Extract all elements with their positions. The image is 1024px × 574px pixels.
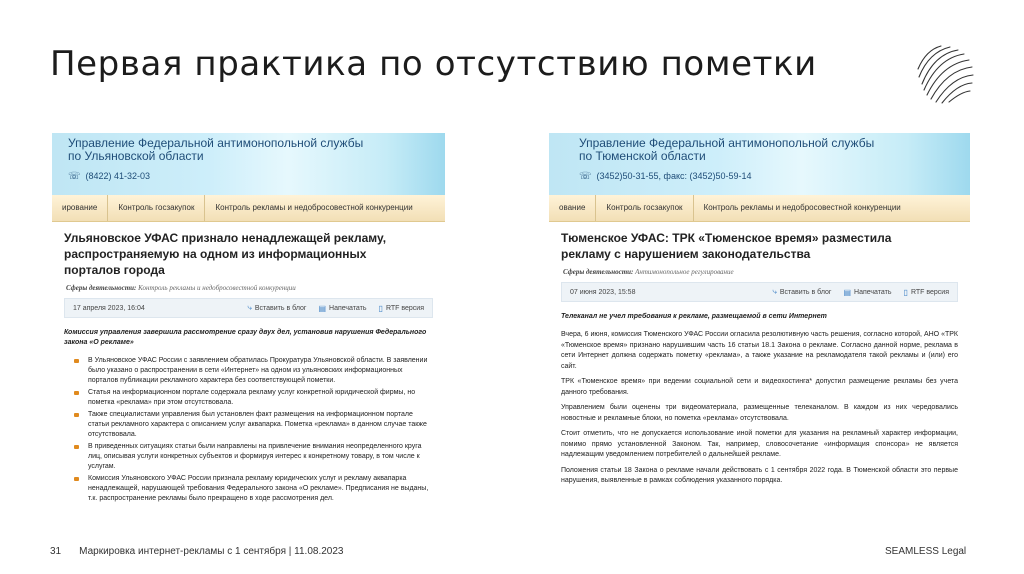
sphere-label: Сферы деятельности: [563, 268, 634, 276]
site-header-banner [52, 133, 445, 195]
site-nav [52, 195, 445, 222]
article-paragraph: Статья на информационном портале содержала рекламу услуг конкретной юридической фирмы, но пометка «реклама» при этом отсутствовала. [64, 388, 433, 408]
article-paragraph: В приведенных ситуациях статьи были направлены на привлечение внимания неопределенного круга лиц, описывая услуги конкретных субъектов и формируя интерес к конкретному товару, в том числе к услугам. [64, 442, 433, 472]
bullet-icon [74, 477, 79, 481]
article-lead: Комиссия управления завершила рассмотрение сразу двух дел, установив нарушения Федерального закона «О рекламе» [64, 329, 427, 346]
phone-number: (8422) 41-32-03 [85, 171, 151, 181]
site-header-banner [549, 133, 970, 195]
sphere-value[interactable]: Антимонопольное регулирование [635, 268, 734, 276]
nav-item-advertising[interactable]: Контроль рекламы и недобросовестной конкуренции [215, 203, 413, 212]
blog-action[interactable]: ⤷ Вставить в блог [772, 287, 832, 296]
article-paragraph: Управлением были оценены три видеоматериала, размещенные телеканалом. В каждом из них чередовались новостные и рекламные блоки, но пометка «реклама» отсутствовала. [561, 404, 958, 422]
article [549, 230, 970, 487]
bullet-icon [74, 445, 79, 449]
nav-item-procurement[interactable]: Контроль госзакупок [596, 195, 693, 221]
nav-item-partial[interactable]: ование [549, 195, 596, 221]
nav-item-advertising[interactable]: Контроль рекламы и недобросовестной конкуренции [703, 203, 901, 212]
phone-line [579, 171, 752, 182]
article [52, 230, 445, 504]
sphere-value[interactable]: Контроль рекламы и недобросовестной конкуренции [138, 284, 296, 292]
footer-brand: SEAMLESS Legal [885, 546, 967, 557]
slide-title: Первая практика по отсутствию пометки [50, 44, 817, 84]
share-icon: ⤷ [247, 303, 252, 312]
article-meta-bar [64, 298, 433, 318]
page-number: 31 [50, 546, 62, 557]
bullet-icon [74, 359, 79, 363]
article-paragraph: Положения статьи 18 Закона о рекламе начали действовать с 1 сентября 2022 года. В Тюменской области это первые нарушения, выявленные в рамках соблюдения указанного порядка. [561, 466, 958, 484]
article-date: 17 апреля 2023, 16:04 [73, 304, 145, 312]
ulyanovsk-screenshot [52, 133, 445, 528]
article-paragraph: Вчера, 6 июня, комиссия Тюменского УФАС России огласила резолютивную часть решения, согласно которой, АНО «ТРК «Тюменское время» признано нарушившим часть 16 статьи 18.1 Закона о рекламе. Согласно данной норме, реклама в сети Интернет должна содержать пометку «реклама», а также указание на рекламодателя такой рекламы и (или) его сайт. [561, 331, 958, 370]
site-nav [549, 195, 970, 222]
phone-number: (3452)50-31-55, факс: (3452)50-59-14 [596, 171, 752, 181]
document-icon: ▯ [903, 287, 908, 297]
share-icon: ⤷ [772, 287, 777, 296]
article-lead: Телеканал не учел требования к рекламе, размещаемой в сети Интернет [561, 313, 827, 320]
seamless-logo-icon [914, 44, 976, 106]
phone-icon: ☏ [68, 171, 81, 182]
print-action[interactable]: ▤ Напечатать [843, 287, 892, 297]
bullet-icon [74, 413, 79, 417]
phone-line [68, 171, 150, 182]
activity-sphere [563, 268, 958, 276]
nav-item-partial[interactable]: ирование [52, 195, 108, 221]
tyumen-screenshot [549, 133, 970, 543]
rtf-action[interactable]: ▯ RTF версия [378, 303, 424, 313]
nav-item-procurement[interactable]: Контроль госзакупок [108, 195, 205, 221]
footer-text: Маркировка интернет-рекламы с 1 сентября | 11.08.2023 [79, 546, 344, 557]
article-headline: Тюменское УФАС: ТРК «Тюменское время» разместила рекламу с нарушением законодательства [561, 231, 892, 261]
blog-action[interactable]: ⤷ Вставить в блог [247, 303, 307, 312]
document-icon: ▯ [378, 303, 383, 313]
article-paragraph: ТРК «Тюменское время» при ведении социальной сети и видеохостинга* допустил размещение рекламы без учета данного требования. [561, 378, 958, 396]
printer-icon: ▤ [843, 287, 852, 297]
activity-sphere [66, 284, 433, 292]
print-action[interactable]: ▤ Напечатать [318, 303, 367, 313]
article-meta-bar [561, 282, 958, 302]
phone-icon: ☏ [579, 171, 592, 182]
rtf-action[interactable]: ▯ RTF версия [903, 287, 949, 297]
article-paragraph: Стоит отметить, что не допускается использование иной пометки для указания на рекламный характер информации, помимо прямо установленной Законом. Так, например, словосочетание «информация спонсора» не является надлежащим уведомлением потребителей о дальнейшей рекламе. [561, 430, 958, 458]
bullet-icon [74, 391, 79, 395]
org-name: Управление Федеральной антимонопольной службы по Тюменской области [579, 136, 875, 163]
printer-icon: ▤ [318, 303, 327, 313]
article-paragraph: Комиссия Ульяновского УФАС России признала рекламу юридических услуг и рекламу аквапарка ненадлежащей, нарушающей требования Федерального закона «О рекламе». Предписания не выданы, т.к. распространение рекламы было прекращено в ходе рассмотрения дел. [64, 474, 433, 504]
org-name: Управление Федеральной антимонопольной службы по Ульяновской области [68, 136, 364, 163]
article-headline: Ульяновское УФАС признало ненадлежащей рекламу, распространяемую на одном из информационных порталов города [64, 231, 387, 277]
article-paragraph: В Ульяновское УФАС России с заявлением обратилась Прокуратура Ульяновской области. В заявлении было указано о распространении в сети «Интернет» на одном из ульяновских информационных порталов публикации рекламного характера без соответствующей пометки. [64, 356, 433, 386]
footer-caption [50, 546, 343, 557]
sphere-label: Сферы деятельности: [66, 284, 137, 292]
article-date: 07 июня 2023, 15:58 [570, 288, 636, 296]
article-paragraph: Также специалистами управления был установлен факт размещения на информационном портале статьи рекламного характера с описанием услуг аквапарка. Пометка «реклама» в данном случае также отсутствовала. [64, 410, 433, 440]
